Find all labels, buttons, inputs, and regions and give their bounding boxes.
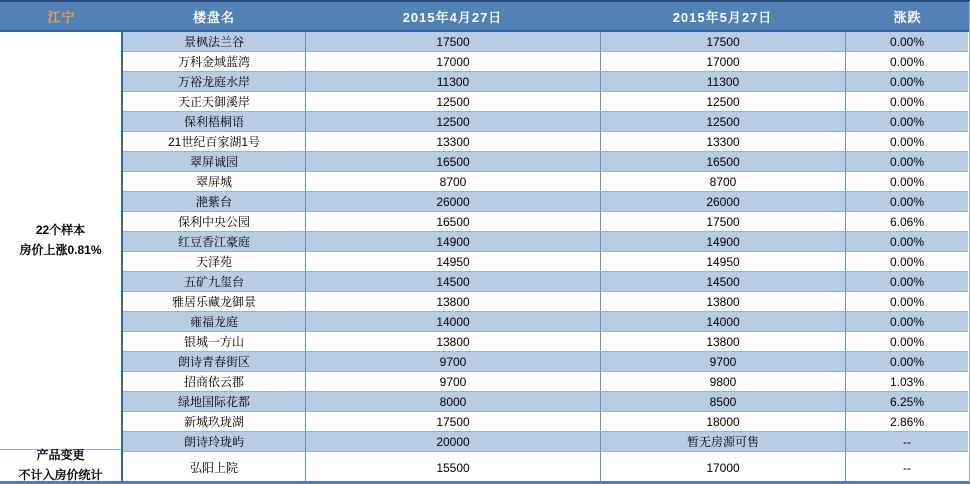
cell-property-name: 保利中央公园: [177, 215, 250, 229]
cell-price-may: 13800: [600, 292, 845, 311]
cell-price-may: 17000: [600, 452, 845, 483]
cell-change: 0.00%: [845, 32, 968, 51]
cell-property-name: 朗诗玲珑屿: [183, 435, 244, 449]
cell-property-name: 保利梧桐语: [183, 115, 244, 129]
cell-price-april: 12500: [305, 92, 600, 111]
product-change-label: [0, 450, 121, 481]
cell-price-april: 14000: [305, 312, 600, 331]
cell-property-name: 天正天御溪岸: [177, 95, 250, 109]
cell-change: 0.00%: [845, 312, 968, 331]
cell-property-name: 滟紫台: [195, 195, 232, 209]
cell-change: 0.00%: [845, 172, 968, 191]
cell-change: 0.00%: [845, 152, 968, 171]
cell-change: 2.86%: [845, 412, 968, 431]
cell-price-may: 9800: [600, 372, 845, 391]
table-row: [123, 312, 968, 332]
cell-property-name: 绿地国际花都: [177, 395, 250, 409]
cell-property-name: 雅居乐藏龙御景: [171, 295, 256, 309]
cell-change: 1.03%: [845, 372, 968, 391]
cell-change: --: [845, 432, 968, 451]
cell-price-april: 9700: [305, 372, 600, 391]
header-date-may: 2015年5月27日: [672, 9, 773, 25]
table-row: [123, 32, 968, 52]
table-row: [123, 432, 968, 452]
cell-change: 0.00%: [845, 132, 968, 151]
table-row: [123, 192, 968, 212]
cell-price-may: 暂无房源可售: [600, 432, 845, 451]
cell-change: 0.00%: [845, 72, 968, 91]
table-row: [123, 212, 968, 232]
table-row: [123, 232, 968, 252]
cell-property-name: 天泽苑: [195, 255, 232, 269]
cell-price-may: 12500: [600, 92, 845, 111]
cell-price-may: 9700: [600, 352, 845, 371]
sample-summary-label: [0, 32, 121, 450]
table-row: [123, 332, 968, 352]
cell-price-april: 8700: [305, 172, 600, 191]
cell-price-may: 12500: [600, 112, 845, 131]
table-row: [123, 272, 968, 292]
product-change-line2: 不计入房价统计: [18, 467, 103, 482]
header-property-name: 楼盘名: [192, 9, 235, 25]
cell-change: 0.00%: [845, 272, 968, 291]
cell-price-may: 18000: [600, 412, 845, 431]
cell-price-april: 16500: [305, 152, 600, 171]
table-row: [123, 152, 968, 172]
cell-price-may: 14950: [600, 252, 845, 271]
cell-price-may: 8500: [600, 392, 845, 411]
price-rise-label: 房价上涨0.81%: [19, 242, 102, 257]
cell-property-name: 翠屏诚园: [189, 155, 238, 169]
cell-price-april: 17500: [305, 32, 600, 51]
cell-price-april: 13800: [305, 332, 600, 351]
cell-change: 6.25%: [845, 392, 968, 411]
cell-property-name: 翠屏城: [195, 175, 232, 189]
table-row: [123, 352, 968, 372]
cell-property-name: 招商依云郡: [183, 375, 244, 389]
cell-change: 0.00%: [845, 92, 968, 111]
rows-pane: [123, 32, 968, 481]
table-header-row: [0, 2, 969, 32]
table-row: [123, 132, 968, 152]
cell-property-name: 新城玖珑湖: [183, 415, 244, 429]
table-row: [123, 412, 968, 432]
cell-change: 0.00%: [845, 112, 968, 131]
cell-property-name: 万裕龙庭水岸: [177, 75, 250, 89]
cell-price-april: 14500: [305, 272, 600, 291]
cell-price-april: 13800: [305, 292, 600, 311]
cell-change: 0.00%: [845, 192, 968, 211]
left-label-column: [0, 32, 123, 481]
cell-change: 6.06%: [845, 212, 968, 231]
cell-price-april: 11300: [305, 72, 600, 91]
cell-price-may: 11300: [600, 72, 845, 91]
cell-price-may: 14000: [600, 312, 845, 331]
cell-price-may: 14500: [600, 272, 845, 291]
cell-change: 0.00%: [845, 332, 968, 351]
table-row: [123, 52, 968, 72]
cell-price-april: 12500: [305, 112, 600, 131]
cell-price-april: 8000: [305, 392, 600, 411]
cell-change: 0.00%: [845, 252, 968, 271]
cell-price-april: 15500: [305, 452, 600, 483]
cell-price-april: 16500: [305, 212, 600, 231]
cell-property-name: 朗诗青春街区: [177, 355, 250, 369]
cell-price-may: 14900: [600, 232, 845, 251]
table-row: [123, 252, 968, 272]
cell-price-april: 14900: [305, 232, 600, 251]
table-body: [0, 32, 969, 481]
cell-price-april: 17500: [305, 412, 600, 431]
table-row: [123, 172, 968, 192]
cell-price-april: 14950: [305, 252, 600, 271]
cell-price-may: 26000: [600, 192, 845, 211]
cell-price-may: 17000: [600, 52, 845, 71]
cell-change: 0.00%: [845, 52, 968, 71]
cell-property-name: 万科金域蓝湾: [177, 55, 250, 69]
table-row: [123, 372, 968, 392]
cell-price-may: 8700: [600, 172, 845, 191]
cell-change: --: [845, 452, 968, 483]
table-row: [123, 452, 968, 483]
cell-price-april: 13300: [305, 132, 600, 151]
cell-property-name: 景枫法兰谷: [183, 35, 244, 49]
cell-price-may: 13800: [600, 332, 845, 351]
sample-count-label: 22个样本: [35, 223, 86, 238]
cell-price-april: 20000: [305, 432, 600, 451]
product-change-line1: 产品变更: [36, 448, 85, 463]
cell-property-name: 21世纪百家湖1号: [167, 135, 261, 149]
cell-price-may: 13300: [600, 132, 845, 151]
cell-price-may: 16500: [600, 152, 845, 171]
cell-price-april: 9700: [305, 352, 600, 371]
cell-property-name: 弘阳上院: [189, 461, 238, 475]
header-region: 江宁: [47, 9, 76, 25]
table-row: [123, 92, 968, 112]
cell-price-may: 17500: [600, 212, 845, 231]
cell-property-name: 银城一方山: [183, 335, 244, 349]
cell-price-april: 17000: [305, 52, 600, 71]
header-date-april: 2015年4月27日: [402, 9, 503, 25]
cell-change: 0.00%: [845, 292, 968, 311]
cell-price-april: 26000: [305, 192, 600, 211]
cell-change: 0.00%: [845, 352, 968, 371]
table-row: [123, 392, 968, 412]
table-row: [123, 72, 968, 92]
cell-price-may: 17500: [600, 32, 845, 51]
table-row: [123, 292, 968, 312]
cell-property-name: 五矿九玺台: [183, 275, 244, 289]
table-row: [123, 112, 968, 132]
cell-change: 0.00%: [845, 232, 968, 251]
header-change: 涨跌: [893, 9, 922, 25]
cell-property-name: 雍福龙庭: [189, 315, 238, 329]
cell-property-name: 红豆香江豪庭: [177, 235, 250, 249]
